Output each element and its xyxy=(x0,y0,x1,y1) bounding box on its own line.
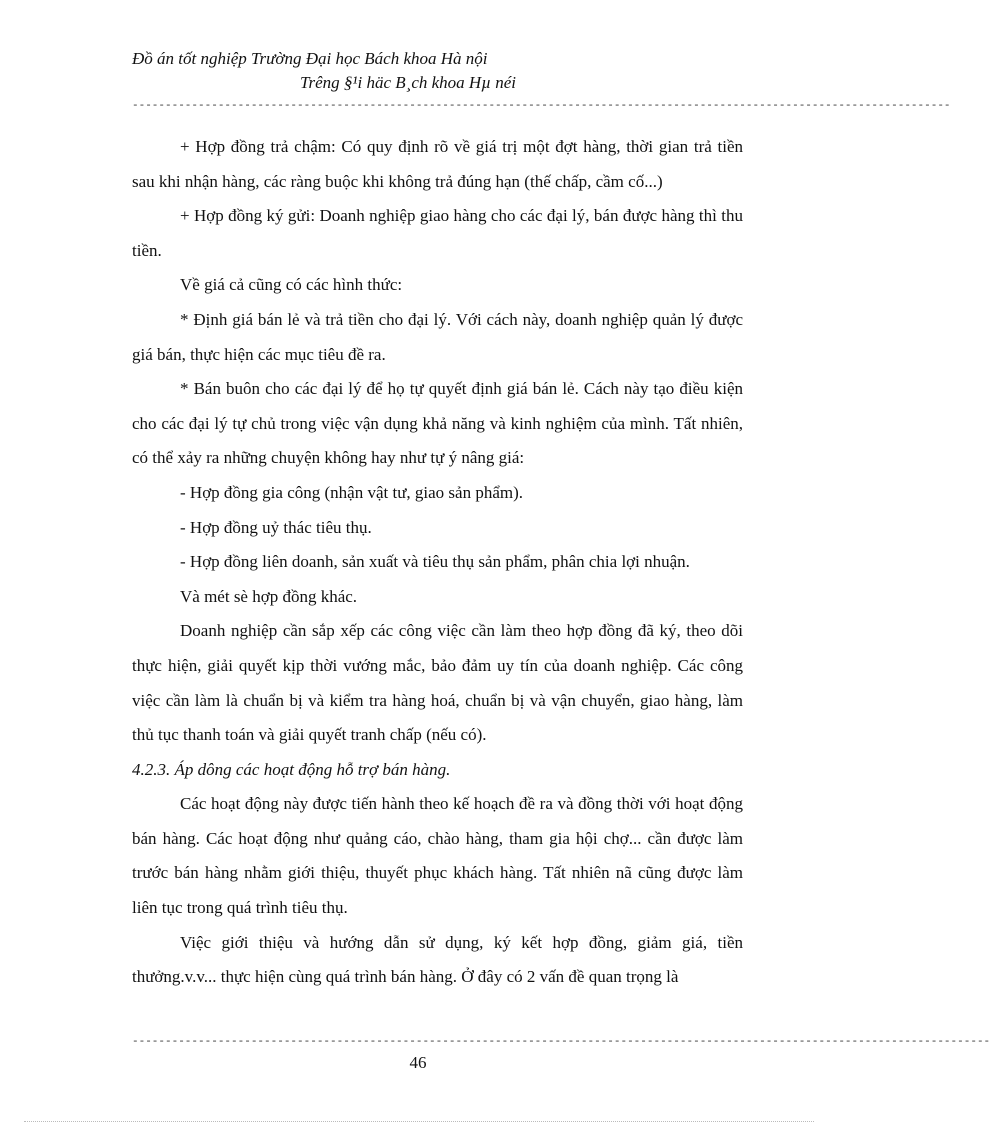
running-header-title-legacy-encoding: Trêng §¹i häc B¸ch khoa Hµ néi xyxy=(300,73,517,92)
list-item: - Hợp đồng liên doanh, sản xuất và tiêu thụ sản phẩm, phân chia lợi nhuận. xyxy=(180,552,690,572)
header-dashed-rule: ---------------------------------------------------------------------------------------------------------------------------- xyxy=(132,100,951,112)
list-item: - Hợp đồng gia công (nhận vật tư, giao sản phẩm). xyxy=(180,482,524,502)
running-header-title: Đồ án tốt nghiệp Trường Đại học Bách khoa Hà nội xyxy=(132,49,488,68)
paragraph: Các hoạt động này được tiến hành theo kế hoạch đề ra và đồng thời với hoạt động bán hàng. Các hoạt động như quảng cáo, chào hàng, tham gia hội chợ... cần được làm trước bán hàng nhằm giới thiệu, thuyết phục khách hàng. Tất nhiên nã cũng được làm liên tục trong quá trình tiêu thụ. xyxy=(132,794,743,918)
paragraph: Việc giới thiệu và hướng dẫn sử dụng, ký kết hợp đồng, giảm giá, tiền thưởng.v.v... thực hiện cùng quá trình bán hàng. Ở đây có 2 vấn đề quan trọng là xyxy=(132,932,743,987)
paragraph: Doanh nghiệp cần sắp xếp các công việc cần làm theo hợp đồng đã ký, theo dõi thực hiện, giải quyết kịp thời vướng mắc, bảo đảm uy tín của doanh nghiệp. Các công việc cần làm là chuẩn bị và kiểm tra hàng hoá, chuẩn bị và vận chuyển, giao hàng, làm thủ tục thanh toán và giải quyết tranh chấp (nếu có). xyxy=(132,621,743,745)
paragraph: + Hợp đồng ký gửi: Doanh nghiệp giao hàng cho các đại lý, bán được hàng thì thu tiền. xyxy=(132,206,743,260)
page-number: 46 xyxy=(409,1053,427,1072)
page-edge-dotted-line xyxy=(24,1121,814,1122)
paragraph: + Hợp đồng trả chậm: Có quy định rõ về giá trị một đợt hàng, thời gian trả tiền sau khi nhận hàng, các ràng buộc khi không trả đúng hạn (thế chấp, cầm cố...) xyxy=(132,137,743,191)
paragraph: Về giá cả cũng có các hình thức: xyxy=(180,275,403,295)
paragraph: * Định giá bán lẻ và trả tiền cho đại lý. Với cách này, doanh nghiệp quản lý được giá bán, thực hiện các mục tiêu đề ra. xyxy=(132,309,743,364)
section-heading: 4.2.3. Áp dông các hoạt động hỗ trợ bán hàng. xyxy=(132,759,451,779)
footer-dashed-rule: ---------------------------------------------------------------------------------------------------------------------------------- xyxy=(132,1036,990,1048)
list-item: - Hợp đồng uỷ thác tiêu thụ. xyxy=(180,517,372,537)
paragraph: * Bán buôn cho các đại lý để họ tự quyết định giá bán lẻ. Cách này tạo điều kiện cho các đại lý tự chủ trong việc vận dụng khả năng và kinh nghiệm của mình. Tất nhiên, có thể xảy ra những chuyện không hay như tự ý nâng giá: xyxy=(132,379,743,468)
page-body xyxy=(132,130,743,995)
paragraph: Và mét sè hợp đồng khác. xyxy=(180,586,358,606)
